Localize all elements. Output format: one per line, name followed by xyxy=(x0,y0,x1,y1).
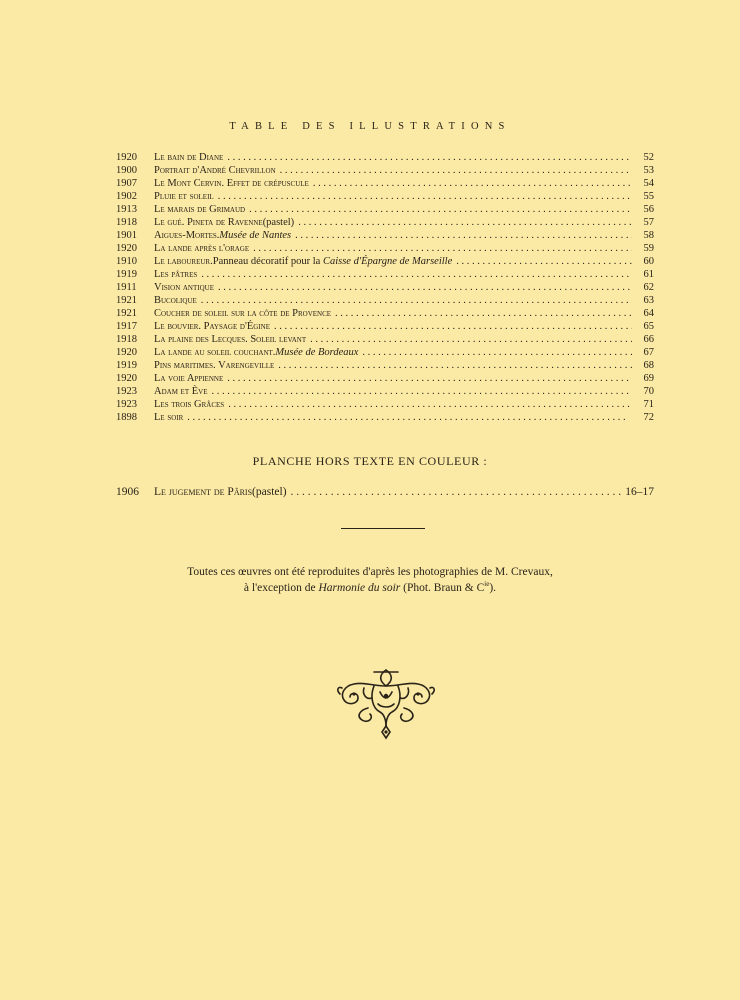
leader-dots xyxy=(227,372,632,385)
page-heading: TABLE DES ILLUSTRATIONS xyxy=(229,121,511,132)
toc-entry xyxy=(116,229,654,242)
entry-title: Le Mont Cervin. Effet de crépuscule xyxy=(154,178,309,189)
leader-dots xyxy=(456,255,632,268)
entry-page: 53 xyxy=(643,165,654,176)
entry-title: Le marais de Grimaud xyxy=(154,204,246,215)
leader-dots xyxy=(291,485,622,500)
leader-dots xyxy=(295,229,632,242)
toc-entry xyxy=(116,346,654,359)
leader-dots xyxy=(218,281,632,294)
toc-entry xyxy=(116,281,654,294)
entry-year: 1920 xyxy=(116,373,137,384)
entry-year: 1910 xyxy=(116,256,137,267)
entry-year: 1918 xyxy=(116,217,137,228)
leader-dots xyxy=(187,411,632,424)
plate-year: 1906 xyxy=(116,486,139,498)
leader-dots xyxy=(274,320,632,333)
leader-dots xyxy=(310,333,632,346)
entry-title: La voie Appienne xyxy=(154,373,224,384)
entry-title: Le soir xyxy=(154,412,184,423)
entry-title: Le gué. Pineta de Ravenne xyxy=(154,217,263,228)
toc-entry xyxy=(116,411,654,424)
toc-entry xyxy=(116,203,654,216)
plate-heading: PLANCHE HORS TEXTE EN COULEUR : xyxy=(252,454,488,468)
entry-year: 1919 xyxy=(116,360,137,371)
entry-title: Bucolique xyxy=(154,295,197,306)
entry-year: 1920 xyxy=(116,243,137,254)
entry-page: 58 xyxy=(643,230,654,241)
toc-entry xyxy=(116,372,654,385)
entry-year: 1921 xyxy=(116,295,137,306)
entry-extra-text: (pastel) xyxy=(262,217,295,228)
credit-text: à l'exception de xyxy=(243,582,319,594)
entry-title: Les trois Grâces xyxy=(154,399,225,410)
entry-year: 1911 xyxy=(116,282,137,293)
entry-year: 1921 xyxy=(116,308,137,319)
entry-page: 64 xyxy=(643,308,654,319)
entry-page: 69 xyxy=(643,373,654,384)
entry-page: 57 xyxy=(643,217,654,228)
leader-dots xyxy=(227,151,632,164)
toc-entry xyxy=(116,255,654,268)
leader-dots xyxy=(362,346,632,359)
entry-page: 70 xyxy=(643,386,654,397)
entry-page: 68 xyxy=(643,360,654,371)
leader-dots xyxy=(218,190,632,203)
toc-entry xyxy=(116,216,654,229)
credit-text: (Phot. Braun & C xyxy=(400,582,485,594)
entry-extra-italic: Caisse d'Épargne de Marseille xyxy=(322,256,453,267)
entry-page: 71 xyxy=(643,399,654,410)
entry-year: 1917 xyxy=(116,321,137,332)
leader-dots xyxy=(228,398,632,411)
entry-page: 63 xyxy=(643,295,654,306)
leader-dots xyxy=(211,385,632,398)
entry-title: Adam et Ève xyxy=(154,386,208,397)
toc-entry xyxy=(116,190,654,203)
entry-year: 1918 xyxy=(116,334,137,345)
credit-text: ). xyxy=(489,582,497,594)
entry-page: 55 xyxy=(643,191,654,202)
toc-entry xyxy=(116,164,654,177)
entry-year: 1923 xyxy=(116,399,137,410)
toc-entry xyxy=(116,268,654,281)
entry-title: Coucher de soleil sur la côte de Provence xyxy=(154,308,332,319)
leader-dots xyxy=(298,216,632,229)
entry-title: Pluie et soleil xyxy=(154,191,214,202)
fleuron-ornament-icon xyxy=(334,664,438,740)
entry-page: 62 xyxy=(643,282,654,293)
entry-title: Les pâtres xyxy=(154,269,198,280)
toc-entry xyxy=(116,398,654,411)
credit-note xyxy=(0,564,740,596)
toc-entry xyxy=(116,151,654,164)
toc-entry xyxy=(116,385,654,398)
entry-title: La plaine des Lecques. Soleil levant xyxy=(154,334,307,345)
entry-title: Portrait d'André Chevrillon xyxy=(154,165,276,176)
plate-extra: (pastel) xyxy=(252,486,287,498)
entry-year: 1913 xyxy=(116,204,137,215)
toc-entry xyxy=(116,359,654,372)
entry-page: 61 xyxy=(643,269,654,280)
credit-line-2 xyxy=(0,580,740,596)
credit-line-1: Toutes ces œuvres ont été reproduites d'après les photographies de M. Crevaux, xyxy=(187,566,553,578)
entry-year: 1901 xyxy=(116,230,137,241)
leader-dots xyxy=(253,242,632,255)
entry-extra-text: Panneau décoratif pour la xyxy=(212,256,323,267)
entry-extra xyxy=(263,216,295,229)
credit-sup: ie xyxy=(484,580,490,589)
entry-page: 72 xyxy=(643,412,654,423)
entry-title: Pins maritimes. Varengeville xyxy=(154,360,275,371)
toc-entry xyxy=(116,242,654,255)
toc-entry xyxy=(116,294,654,307)
entry-page: 67 xyxy=(643,347,654,358)
entry-title: La lande après l'orage xyxy=(154,243,250,254)
entry-extra-italic: Musée de Nantes xyxy=(219,230,292,241)
leader-dots xyxy=(335,307,632,320)
divider-rule xyxy=(341,528,425,529)
entry-page: 65 xyxy=(643,321,654,332)
plate-entry xyxy=(116,485,654,500)
leader-dots xyxy=(201,294,632,307)
entry-page: 59 xyxy=(643,243,654,254)
entry-year: 1902 xyxy=(116,191,137,202)
entry-year: 1919 xyxy=(116,269,137,280)
entry-year: 1900 xyxy=(116,165,137,176)
entry-year: 1907 xyxy=(116,178,137,189)
leader-dots xyxy=(201,268,632,281)
entry-year: 1920 xyxy=(116,347,137,358)
entry-title: La lande au soleil couchant. xyxy=(154,347,276,358)
entry-title: Vision antique xyxy=(154,282,214,293)
plate-list xyxy=(116,485,654,500)
entry-title: Aigues-Mortes. xyxy=(154,230,220,241)
entry-year: 1920 xyxy=(116,152,137,163)
entry-page: 54 xyxy=(643,178,654,189)
entry-page: 60 xyxy=(643,256,654,267)
illustration-list xyxy=(116,151,654,424)
entry-page: 52 xyxy=(643,152,654,163)
entry-extra xyxy=(275,346,358,359)
entry-title: Le laboureur. xyxy=(154,256,213,267)
entry-extra xyxy=(213,255,453,268)
toc-entry xyxy=(116,333,654,346)
leader-dots xyxy=(313,177,632,190)
leader-dots xyxy=(249,203,632,216)
entry-page: 56 xyxy=(643,204,654,215)
entry-extra-italic: Musée de Bordeaux xyxy=(275,347,359,358)
entry-year: 1923 xyxy=(116,386,137,397)
entry-extra xyxy=(219,229,291,242)
entry-page: 66 xyxy=(643,334,654,345)
toc-entry xyxy=(116,307,654,320)
plate-page: 16–17 xyxy=(625,486,654,498)
leader-dots xyxy=(278,359,632,372)
entry-year: 1898 xyxy=(116,412,137,423)
credit-title: Harmonie du soir xyxy=(318,582,401,594)
leader-dots xyxy=(280,164,632,177)
plate-title: Le jugement de Pâris xyxy=(154,486,253,498)
toc-entry xyxy=(116,177,654,190)
toc-entry xyxy=(116,320,654,333)
entry-title: Le bain de Diane xyxy=(154,152,224,163)
entry-title: Le bouvier. Paysage d'Égine xyxy=(154,321,270,332)
